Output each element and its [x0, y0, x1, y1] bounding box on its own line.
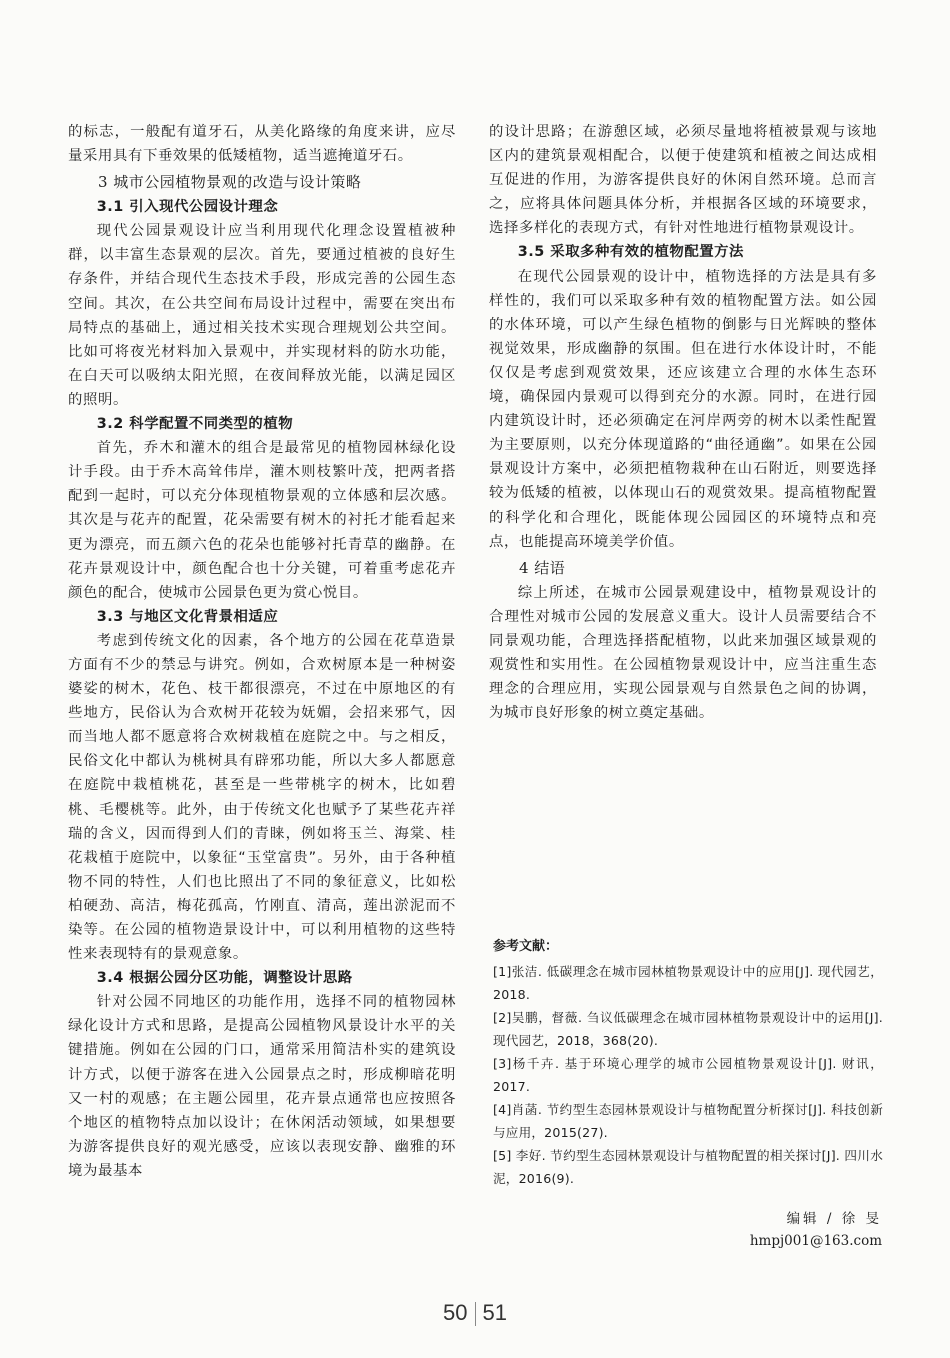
section-3-1-paragraph: 现代公园景观设计应当利用现代化理念设置植被种群，以丰富生态景观的层次。首先，要通过植被的良好生存条件，并结合现代生态技术手段，形成完善的公园生态空间。其次，在公共空间布局设计过程中，需要在突出布局特点的基础上，通过相关技术实现合理规划公共空间。比如可将夜光材料加入景观中，并实现材料的防水功能，在白天可以吸纳太阳光照，在夜间释放光能，以满足园区的照明。	[68, 223, 456, 408]
paragraph-intro: 的标志，一般配有道牙石，从美化路缘的角度来讲，应尽量采用具有下垂效果的低矮植物，适当遮掩道牙石。	[68, 124, 456, 165]
section-3-4-heading: 3.4 根据公园分区功能，调整设计思路	[96, 970, 353, 987]
reference-item: [4]肖菡. 节约型生态园林景观设计与植物配置分析探讨[J]. 科技创新与应用，2015(27).	[493, 1102, 883, 1140]
conclusion-paragraph: 综上所述，在城市公园景观建设中，植物景观设计的合理性对城市公园的发展意义重大。设计人员需要结合不同景观功能，合理选择搭配植物，以此来加强区域景观的观赏性和实用性。在公园植物景观设计中，应当注重生态理念的合理应用，实现公园景观与自然景色之间的协调，为城市良好形象的树立奠定基础。	[489, 584, 877, 722]
page-number-divider	[475, 1302, 476, 1326]
right-column	[489, 120, 877, 725]
section-3-3-paragraph: 考虑到传统文化的因素，各个地方的公园在花草造景方面有不少的禁忌与讲究。例如，合欢树原本是一种树姿婆娑的树木，花色、枝干都很漂亮，不过在中原地区的有些地方，民俗认为合欢树开花较为妩媚，会招来邪气，因而当地人都不愿意将合欢树栽植在庭院之中。与之相反，民俗文化中都认为桃树具有辟邪功能，所以大多人都愿意在庭院中栽植桃花，甚至是一些带桃字的树木，比如碧桃、毛樱桃等。此外，由于传统文化也赋予了某些花卉祥瑞的含义，因而得到人们的青睐，例如将玉兰、海棠、桂花栽植于庭院中，以象征“玉堂富贵”。另外，由于各种植物不同的特性，人们也比照出了不同的象征意义，比如松柏硬劲、高洁，梅花孤高，竹刚直、清高，莲出淤泥而不染等。在公园的植物造景设计中，可以利用植物的这些特性来表现特有的景观意象。	[68, 632, 456, 963]
section-3-2-paragraph: 首先，乔木和灌木的组合是最常见的植物园林绿化设计手段。由于乔木高耸伟岸，灌木则枝繁叶茂，把两者搭配到一起时，可以充分体现植物景观的立体感和层次感。其次是与花卉的配置，花朵需要有树木的衬托才能看起来更为漂亮，而五颜六色的花朵也能够衬托青草的幽静。在花卉景观设计中，颜色配合也十分关键，可着重考虑花卉颜色的配合，使城市公园景色更为赏心悦目。	[68, 440, 456, 601]
reference-item: [5] 李好. 节约型生态园林景观设计与植物配置的相关探讨[J]. 四川水泥，2016(9).	[493, 1148, 883, 1186]
page-number-left: 50	[443, 1300, 468, 1325]
editor-name: 编辑 / 徐 旻	[786, 1211, 882, 1227]
paragraph-continued: 的设计思路；在游憩区域，必须尽量地将植被景观与该地区内的建筑景观相配合，以便于使建筑和植被之间达成相互促进的作用，为游客提供良好的休闲自然环境。总而言之，应将具体问题具体分析，并根据各区域的环境要求，选择多样化的表现方式，有针对性地进行植物景观设计。	[489, 124, 877, 237]
section-3-4-paragraph: 针对公园不同地区的功能作用，选择不同的植物园林绿化设计方式和思路，是提高公园植物风景设计水平的关键措施。例如在公园的门口，通常采用简洁朴实的建筑设计方式，以便于游客在进入公园景点之时，形成柳暗花明又一村的观感；在主题公园里，花卉景点通常也应按照各个地区的植物特点加以设计；在休闲活动领域，如果想要为游客提供良好的观光感受，应该以表现安静、幽雅的环境为最基本	[68, 994, 456, 1179]
section-3-5-heading: 3.5 采取多种有效的植物配置方法	[517, 244, 744, 261]
reference-item: [3]杨千卉. 基于环境心理学的城市公园植物景观设计[J]. 财讯，2017.	[493, 1056, 883, 1094]
reference-item: [1]张洁. 低碳理念在城市园林植物景观设计中的应用[J]. 现代园艺，2018.	[493, 964, 883, 1002]
section-3-1-heading: 3.1 引入现代公园设计理念	[96, 199, 279, 216]
left-column	[68, 120, 456, 1183]
references-title: 参考文献：	[493, 939, 559, 954]
reference-item: [2]吴鹏，督薇. 刍议低碳理念在城市园林植物景观设计中的运用[J]. 现代园艺，2018，368(20).	[493, 1010, 883, 1048]
section-3-heading: 3 城市公园植物景观的改造与设计策略	[98, 173, 362, 192]
page-number-right: 51	[482, 1300, 507, 1325]
section-3-2-heading: 3.2 科学配置不同类型的植物	[96, 416, 294, 433]
editor-credit	[750, 1208, 882, 1252]
references	[493, 936, 883, 1190]
section-4-heading: 4 结语	[519, 558, 566, 577]
editor-email: hmpj001@163.com	[749, 1233, 882, 1249]
section-3-3-heading: 3.3 与地区文化背景相适应	[96, 608, 279, 625]
section-3-5-paragraph: 在现代公园景观的设计中，植物选择的方法是具有多样性的，我们可以采取多种有效的植物配置方法。如公园的水体环境，可以产生绿色植物的倒影与日光辉映的整体视觉效果，形成幽静的氛围。但在进行水体设计时，不能仅仅是考虑到观赏效果，还应该建立合理的水体生态环境，确保园内景观可以得到充分的水源。同时，在进行园内建筑设计时，还必须确定在河岸两旁的树木以柔性配置为主要原则，以充分体现道路的“曲径通幽”。如果在公园景观设计方案中，必须把植物栽种在山石附近，则要选择较为低矮的植被，以体现山石的观赏效果。提高植物配置的科学化和合理化，既能体现公园园区的环境特点和亮点，也能提高环境美学价值。	[489, 268, 877, 550]
page-numbers	[0, 1300, 950, 1326]
